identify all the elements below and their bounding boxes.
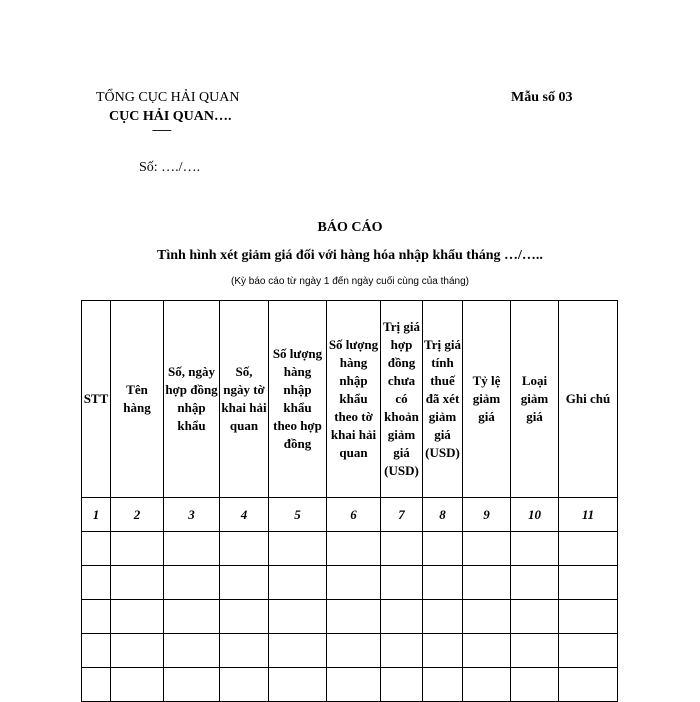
table-cell (463, 668, 511, 702)
report-period-note: (Kỳ báo cáo từ ngày 1 đến ngày cuối cùng của tháng) (231, 276, 469, 287)
table-cell (327, 668, 381, 702)
column-number: 9 (463, 498, 511, 532)
report-subtitle: Tình hình xét giảm giá đối với hàng hóa nhập khẩu tháng …/….. (157, 248, 543, 263)
table-cell (269, 634, 327, 668)
table-cell (559, 566, 618, 600)
table-cell (559, 600, 618, 634)
table-cell (559, 668, 618, 702)
column-header-contract-number-date: Số, ngày hợp đồng nhập khẩu (164, 301, 220, 498)
table-cell (164, 668, 220, 702)
table-cell (220, 566, 269, 600)
column-header-discount-type: Loại giảm giá (511, 301, 559, 498)
table-cell (220, 532, 269, 566)
table-cell (269, 600, 327, 634)
column-header-discount-rate: Tỷ lệ giảm giá (463, 301, 511, 498)
table-cell (164, 532, 220, 566)
table-cell (511, 566, 559, 600)
form-code: Mẫu số 03 (511, 90, 573, 105)
column-number: 7 (381, 498, 423, 532)
org-separator: ------- (152, 124, 171, 136)
table-cell (381, 566, 423, 600)
column-number: 5 (269, 498, 327, 532)
table-row (82, 566, 618, 600)
table-cell (327, 566, 381, 600)
table-row (82, 600, 618, 634)
column-number: 11 (559, 498, 618, 532)
table-cell (463, 600, 511, 634)
report-table (81, 300, 618, 702)
table-cell (220, 634, 269, 668)
table-cell (381, 634, 423, 668)
table-cell (82, 634, 111, 668)
table-cell (511, 600, 559, 634)
table-row (82, 634, 618, 668)
column-header-notes: Ghi chú (559, 301, 618, 498)
table-cell (463, 634, 511, 668)
column-header-declaration-number-date: Số, ngày tờ khai hải quan (220, 301, 269, 498)
table-cell (269, 566, 327, 600)
table-cell (423, 532, 463, 566)
column-number: 3 (164, 498, 220, 532)
table-cell (327, 532, 381, 566)
table-cell (269, 532, 327, 566)
table-row (82, 532, 618, 566)
column-number: 10 (511, 498, 559, 532)
table-cell (111, 600, 164, 634)
table-cell (164, 600, 220, 634)
table-cell (423, 566, 463, 600)
org-name-general-department: TỔNG CỤC HẢI QUAN (96, 90, 240, 105)
table-cell (511, 668, 559, 702)
table-cell (327, 600, 381, 634)
table-cell (381, 600, 423, 634)
column-number: 8 (423, 498, 463, 532)
table-cell (82, 668, 111, 702)
table-cell (559, 634, 618, 668)
table-cell (111, 668, 164, 702)
table-cell (82, 532, 111, 566)
column-number-row (82, 498, 618, 532)
document-number: Số: …./…. (139, 160, 201, 175)
column-header-stt: STT (82, 301, 111, 498)
table-cell (111, 532, 164, 566)
table-cell (82, 566, 111, 600)
table-cell (423, 668, 463, 702)
table-cell (463, 532, 511, 566)
table-cell (381, 532, 423, 566)
column-number: 1 (82, 498, 111, 532)
table-cell (511, 532, 559, 566)
table-cell (327, 634, 381, 668)
column-header-product-name: Tên hàng (111, 301, 164, 498)
column-number: 4 (220, 498, 269, 532)
column-number: 6 (327, 498, 381, 532)
table-cell (220, 668, 269, 702)
column-number: 2 (111, 498, 164, 532)
table-cell (511, 634, 559, 668)
table-cell (269, 668, 327, 702)
column-header-contract-value: Trị giá hợp đồng chưa có khoản giảm giá (USD) (381, 301, 423, 498)
table-cell (111, 634, 164, 668)
table-cell (82, 600, 111, 634)
column-header-taxable-value: Trị giá tính thuế đã xét giảm giá (USD) (423, 301, 463, 498)
table-cell (559, 532, 618, 566)
table-cell (463, 566, 511, 600)
table-cell (381, 668, 423, 702)
report-title: BÁO CÁO (317, 220, 383, 235)
table-cell (220, 600, 269, 634)
column-header-declaration-quantity: Số lượng hàng nhập khẩu theo tờ khai hải quan (327, 301, 381, 498)
table-cell (423, 600, 463, 634)
table-header-row (82, 301, 618, 498)
column-header-contract-quantity: Số lượng hàng nhập khẩu theo hợp đồng (269, 301, 327, 498)
table-cell (423, 634, 463, 668)
table-cell (164, 634, 220, 668)
table-cell (164, 566, 220, 600)
table-row (82, 668, 618, 702)
table-cell (111, 566, 164, 600)
org-name-department: CỤC HẢI QUAN…. (109, 109, 232, 124)
